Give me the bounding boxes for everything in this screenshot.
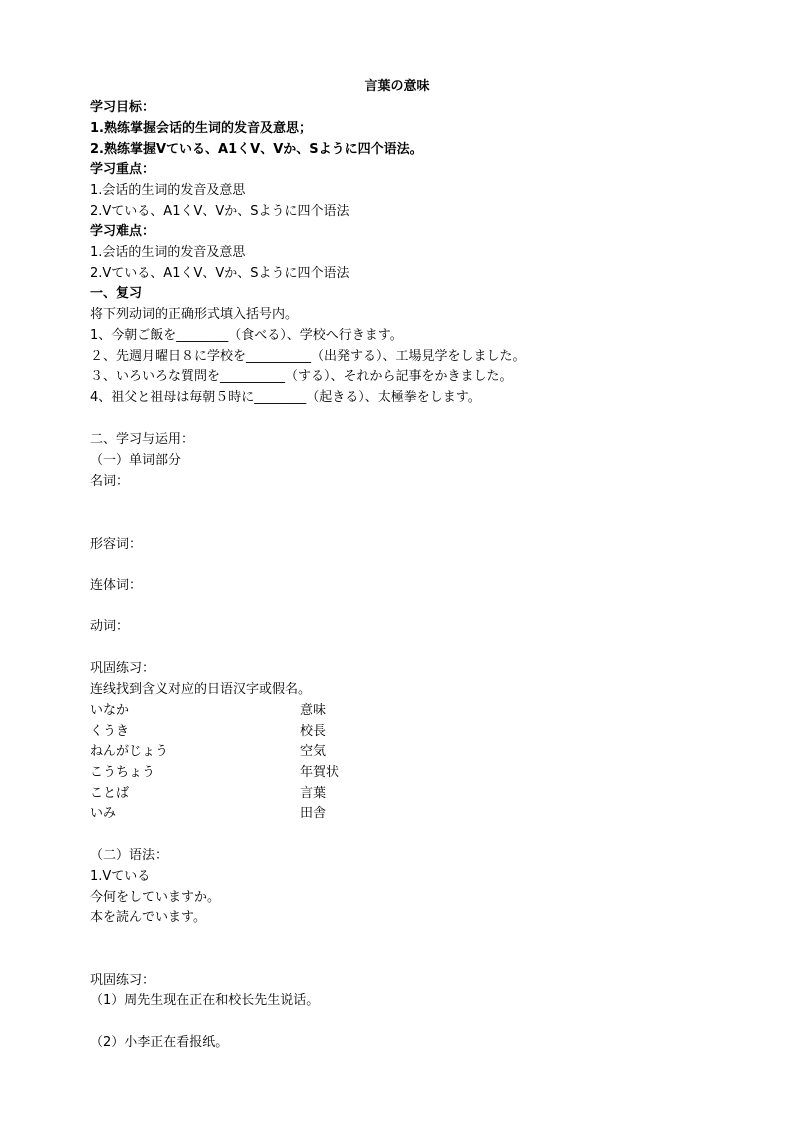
practice-heading: 巩固练习： bbox=[90, 973, 156, 988]
grammar-example: 今何をしていますか。 bbox=[90, 890, 221, 905]
match-left-item: いなか bbox=[90, 703, 130, 718]
grammar-point: 1.Vている bbox=[90, 869, 151, 884]
grammar-example: 本を読んでいます。 bbox=[90, 910, 206, 925]
exercise-item: （2）小李正在看报纸。 bbox=[90, 1035, 229, 1050]
noun-label: 名词： bbox=[90, 474, 130, 489]
rentai-label: 连体词： bbox=[90, 578, 143, 593]
match-right-item: 田舎 bbox=[300, 806, 327, 821]
key-points-heading: 学习重点： bbox=[90, 162, 156, 177]
match-left-item: ことば bbox=[90, 786, 130, 801]
verb-label: 动词： bbox=[90, 619, 130, 634]
objective-item: 1.熟练掌握会话的生词的发音及意思； bbox=[90, 121, 312, 136]
review-item: ２、先週月曜日８に学校を__________（出発する）、工場見学をしました。 bbox=[90, 349, 526, 364]
difficulty-item: 2.Vている、A1くV、Vか、Sように四个语法 bbox=[90, 266, 350, 281]
vocab-heading: （一）单词部分 bbox=[90, 453, 182, 468]
key-point-item: 1.会话的生词的发音及意思 bbox=[90, 183, 246, 198]
document-title: 言葉の意味 bbox=[364, 79, 430, 94]
review-item: 1、今朝ご飯を________（食べる）、学校へ行きます。 bbox=[90, 328, 403, 343]
review-heading: 一、复习 bbox=[90, 286, 143, 301]
adjective-label: 形容词： bbox=[90, 537, 143, 552]
match-left-item: こうちょう bbox=[90, 765, 156, 780]
review-item: 4、祖父と祖母は毎朝５時に________（起きる）、太極拳をします。 bbox=[90, 390, 481, 405]
match-right-item: 意味 bbox=[300, 703, 327, 718]
practice-heading: 巩固练习： bbox=[90, 661, 156, 676]
match-right-item: 空気 bbox=[300, 744, 327, 759]
difficulty-item: 1.会话的生词的发音及意思 bbox=[90, 245, 246, 260]
objectives-heading: 学习目标： bbox=[90, 100, 156, 115]
key-point-item: 2.Vている、A1くV、Vか、Sように四个语法 bbox=[90, 204, 350, 219]
match-left-item: くうき bbox=[90, 724, 130, 739]
study-heading: 二、学习与运用： bbox=[90, 432, 195, 447]
review-instruction: 将下列动词的正确形式填入括号内。 bbox=[90, 307, 299, 322]
exercise-item: （1）周先生现在正在和校长先生说话。 bbox=[90, 993, 320, 1008]
practice-instruction: 连线找到含义对应的日语汉字或假名。 bbox=[90, 682, 312, 697]
match-right-item: 校長 bbox=[300, 724, 327, 739]
difficulties-heading: 学习难点： bbox=[90, 224, 156, 239]
match-right-item: 言葉 bbox=[300, 786, 327, 801]
match-left-item: いみ bbox=[90, 806, 117, 821]
objective-item: 2.熟练掌握Vている、A1くV、Vか、Sように四个语法。 bbox=[90, 142, 423, 157]
review-item: ３、いろいろな質問を__________（する）、それから記事をかきました。 bbox=[90, 369, 513, 384]
grammar-heading: （二）语法： bbox=[90, 848, 169, 863]
match-right-item: 年賀状 bbox=[300, 765, 340, 780]
match-left-item: ねんがじょう bbox=[90, 744, 169, 759]
